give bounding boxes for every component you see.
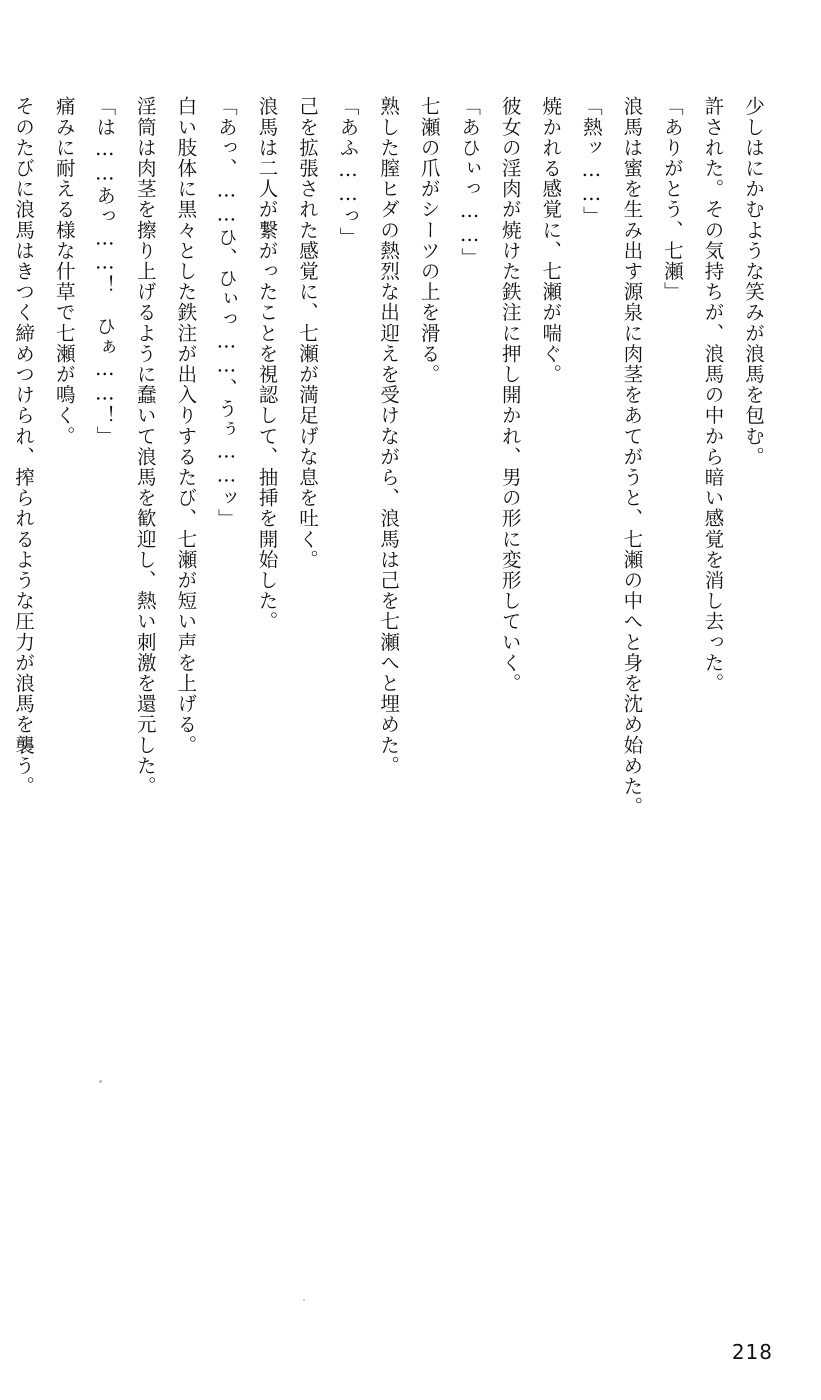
text-line: 痛みに耐える様な什草で七瀬が鳴く。 (52, 96, 76, 447)
text-line: 「あふ……っ」 (336, 96, 360, 248)
text-line: 焼かれる感覚に、七瀬が喘ぐ。 (539, 96, 563, 385)
text-line: 淫筒は肉茎を擦り上げるように蠢いて浪馬を歓迎し、熱い刺激を還元した。 (133, 96, 157, 797)
paper-speck (99, 1080, 102, 1083)
text-line: 「あっ、……ひ、ひぃっ……、うぅ……ッ」 (214, 96, 238, 529)
text-line: 「ありがとう、七瀬」 (660, 96, 684, 302)
text-line: 「熱ッ……」 (579, 96, 603, 227)
text-line: 「は……あっ……！ ひぁ……！」 (93, 96, 117, 447)
text-line: 浪馬は二人が繋がったことを視認して、抽挿を開始した。 (255, 96, 279, 632)
text-line: 己を拡張された感覚に、七瀬が満足げな息を吐く。 (295, 96, 319, 570)
text-line: 「あひぃっ……」 (458, 96, 482, 268)
text-line: 彼女の淫肉が焼けた鉄注に押し開かれ、男の形に変形していく。 (498, 96, 522, 694)
text-line: 白い肢体に黒々とした鉄注が出入りするたび、七瀬が短い声を上げる。 (174, 96, 198, 756)
text-line: 七瀬の爪がシーツの上を滑る。 (417, 96, 441, 385)
text-line: 浪馬は蜜を生み出す源泉に肉茎をあてがうと、七瀬の中へと身を沈め始めた。 (620, 96, 644, 817)
body-text (0, 96, 773, 886)
text-line: 少しはにかむような笑みが浪馬を包む。 (742, 96, 765, 467)
text-line: そのたびに浪馬はきつく締めつけられ、搾られるような圧力が浪馬を襲う。 (12, 96, 36, 797)
paper-speck (303, 1299, 305, 1301)
text-line: 熟した膣ヒダの熱烈な出迎えを受けながら、浪馬は己を七瀬へと埋めた。 (377, 96, 401, 776)
page-number: 218 (731, 1340, 773, 1364)
text-line: 許された。その気持ちが、浪馬の中から暗い感覚を消し去った。 (701, 96, 725, 694)
